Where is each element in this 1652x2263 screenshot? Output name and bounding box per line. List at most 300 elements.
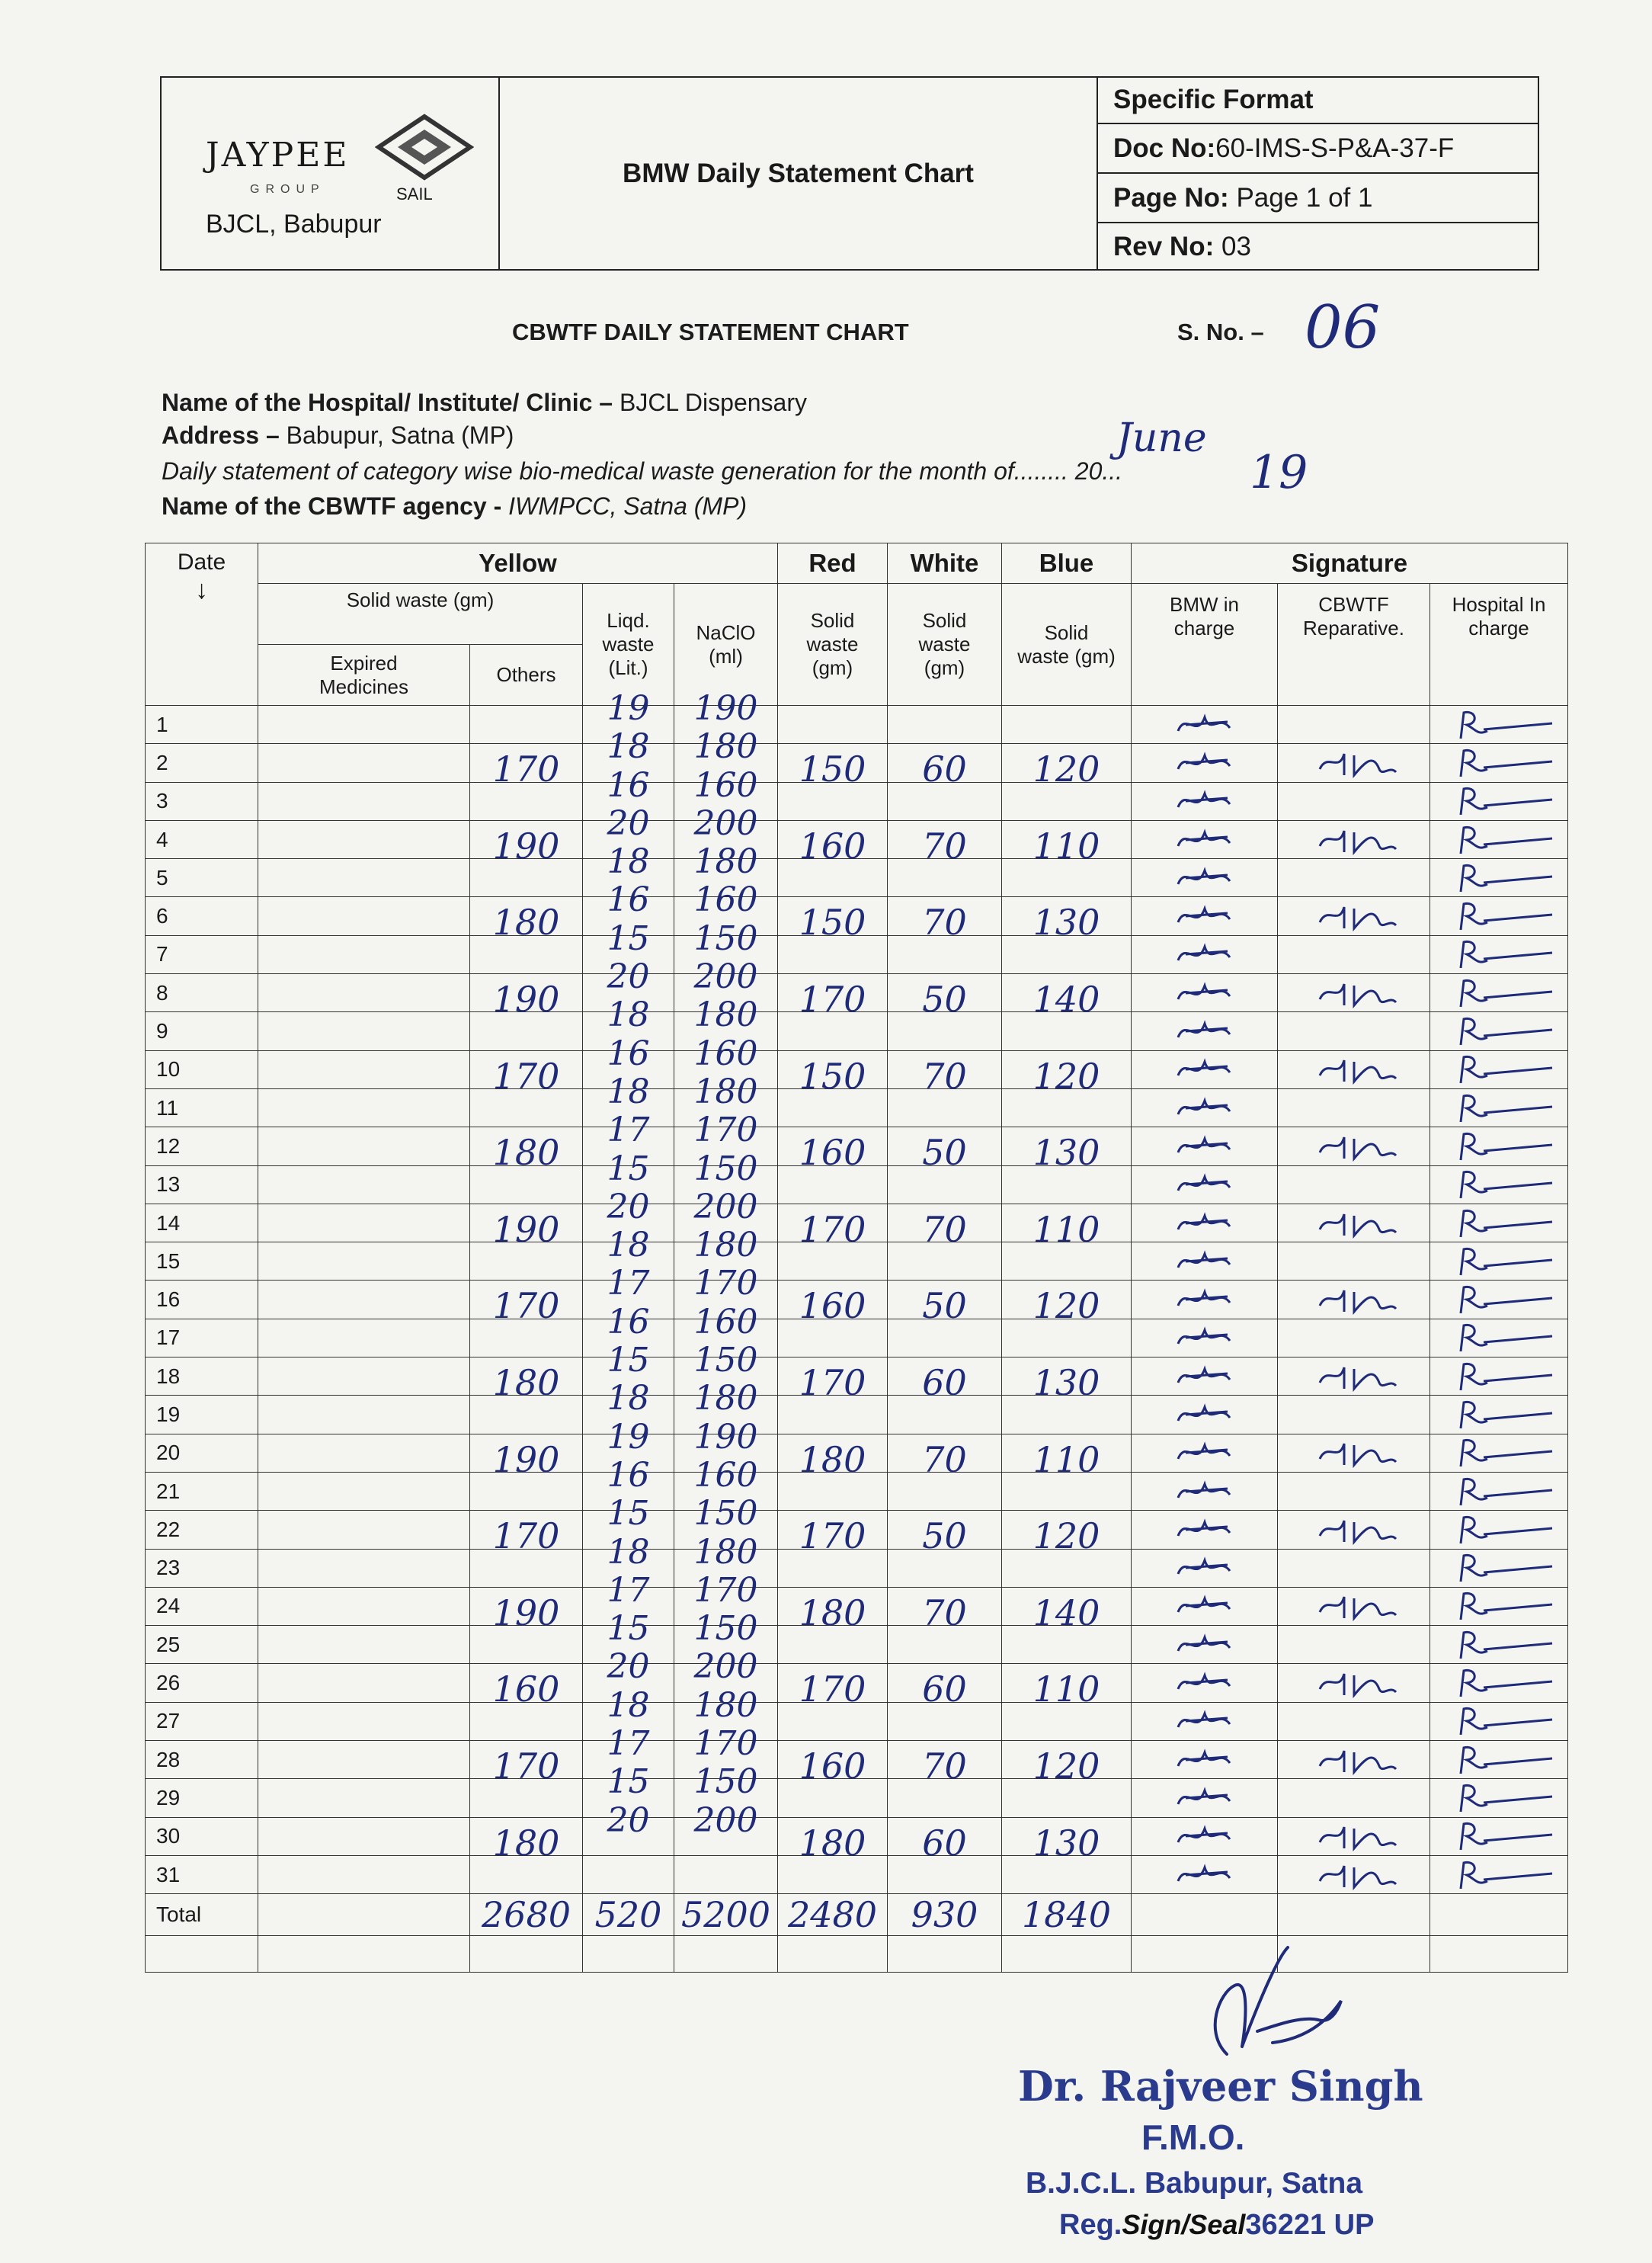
hospital-initial-icon — [1453, 1589, 1567, 1623]
liqd-cell-value: 15 — [607, 1762, 650, 1802]
white-cell — [888, 935, 1002, 973]
bmw-sign-cell — [1132, 1242, 1278, 1281]
cbwtf-sign-cell — [1278, 1088, 1430, 1127]
hospital-initial-icon — [1453, 823, 1567, 857]
expired-cell — [258, 706, 470, 744]
white-cell-value: 60 — [922, 748, 967, 790]
bmw-sign-cell — [1132, 1012, 1278, 1050]
cbwtf-sign-cell — [1278, 1012, 1430, 1050]
others-cell-value: 170 — [492, 1055, 560, 1097]
cbwtf-sign-cell — [1278, 1319, 1430, 1357]
total-sign-cell — [1430, 1894, 1568, 1936]
liqd-cell-value: 17 — [607, 1111, 650, 1150]
white-cell-value: 60 — [922, 1668, 967, 1710]
expired-cell — [258, 1050, 470, 1088]
cbwtf-sign-cell — [1278, 897, 1430, 935]
hospital-initial-icon — [1453, 1475, 1567, 1508]
table-row — [146, 1127, 1568, 1165]
doctor-signature — [1173, 1940, 1349, 2069]
table-row — [146, 1817, 1568, 1855]
nacio-cell-value: 170 — [693, 1724, 758, 1764]
bmw-sign-cell — [1132, 744, 1278, 782]
hospital-sign-cell — [1430, 1702, 1568, 1740]
table-row — [146, 1319, 1568, 1357]
others-cell — [470, 1472, 583, 1510]
blue-cell — [1002, 1319, 1132, 1357]
cbwtf-initial-icon — [1297, 1360, 1411, 1393]
date-cell: 29 — [146, 1779, 258, 1817]
white-cell — [888, 1434, 1002, 1480]
bmw-sign-cell — [1132, 706, 1278, 744]
bmw-initial-icon — [1163, 746, 1247, 780]
white-cell — [888, 1165, 1002, 1204]
white-cell — [888, 1050, 1002, 1097]
cbwtf-initial-icon — [1297, 1589, 1411, 1623]
liqd-header: Liqd. waste (Lit.) — [583, 584, 674, 706]
bmw-initial-icon — [1163, 1130, 1247, 1163]
expired-cell — [258, 897, 470, 935]
liqd-cell-value: 18 — [607, 1379, 650, 1418]
bmw-initial-icon — [1163, 1551, 1247, 1585]
white-cell — [888, 1472, 1002, 1510]
hospital-sign-cell — [1430, 859, 1568, 897]
red-cell — [778, 1817, 888, 1864]
hospital-initial-icon — [1453, 1321, 1567, 1354]
cbwtf-initial-icon — [1297, 1436, 1411, 1470]
cbwtf-sign-cell — [1278, 744, 1430, 782]
logo-sub: GROUP — [250, 183, 325, 196]
nacio-cell-value: 150 — [693, 1609, 758, 1649]
cbwtf-initial-icon — [1297, 1130, 1411, 1163]
hospital-sign-cell — [1430, 1281, 1568, 1319]
nacio-cell-value: 180 — [693, 1226, 758, 1265]
red-cell-value: 150 — [799, 902, 866, 944]
blue-cell-value: 110 — [1032, 825, 1100, 867]
white-cell — [888, 1319, 1002, 1357]
blue-cell — [1002, 1817, 1132, 1864]
white-cell-value: 50 — [922, 979, 967, 1021]
blue-cell — [1002, 935, 1132, 973]
cbwtf-sign-cell — [1278, 1204, 1430, 1242]
date-cell: 15 — [146, 1242, 258, 1281]
hospital-sign-cell — [1430, 1050, 1568, 1088]
bmw-initial-icon — [1163, 1015, 1247, 1048]
blue-cell — [1002, 1626, 1132, 1664]
white-cell-value: 60 — [922, 1822, 967, 1864]
hospital-incharge-header: Hospital In charge — [1430, 584, 1568, 706]
red-cell — [778, 744, 888, 790]
expired-cell — [258, 1281, 470, 1319]
table-row — [146, 744, 1568, 782]
bmw-sign-cell — [1132, 1549, 1278, 1587]
date-header: Date ↓ — [146, 543, 258, 706]
bmw-initial-icon — [1163, 1589, 1247, 1623]
red-cell — [778, 782, 888, 820]
expired-cell — [258, 1779, 470, 1817]
nacio-cell-value: 190 — [693, 689, 758, 728]
nacio-cell-value: 170 — [693, 1570, 758, 1610]
hospital-initial-icon — [1453, 1207, 1567, 1240]
cbwtf-sign-cell — [1278, 706, 1430, 744]
blue-cell-value: 130 — [1032, 1822, 1100, 1864]
white-cell — [888, 1357, 1002, 1404]
expired-cell — [258, 1127, 470, 1165]
others-cell — [470, 1050, 583, 1097]
red-cell — [778, 1664, 888, 1710]
bmw-initial-icon — [1163, 861, 1247, 895]
blank-cell — [146, 1936, 258, 1973]
blue-cell — [1002, 1127, 1132, 1174]
others-cell — [470, 859, 583, 897]
cbwtf-initial-icon — [1297, 1819, 1411, 1853]
red-cell — [778, 1319, 888, 1357]
red-cell — [778, 974, 888, 1021]
white-cell — [888, 974, 1002, 1021]
hospital-initial-icon — [1453, 1245, 1567, 1278]
white-cell-value: 50 — [922, 1132, 967, 1174]
liqd-cell-value: 20 — [607, 1647, 650, 1687]
hospital-sign-cell — [1430, 897, 1568, 935]
blank-cell — [1002, 1936, 1132, 1973]
red-cell-value: 150 — [799, 1055, 866, 1097]
table-row — [146, 1587, 1568, 1625]
blue-solid-header: Solid waste (gm) — [1002, 584, 1132, 706]
white-cell — [888, 1702, 1002, 1740]
total-nacio: 5200 — [674, 1894, 778, 1936]
doc-no-row: Doc No: 60-IMS-S-P&A-37-F — [1098, 124, 1539, 174]
cbwtf-rep-header: CBWTF Reparative. — [1278, 584, 1430, 706]
total-blue: 1840 — [1002, 1894, 1132, 1936]
statement-line: Daily statement of category wise bio-medical waste generation for the month of........ 20... — [162, 457, 1123, 485]
doctor-reg: Reg.Sign/Seal36221 UP — [1059, 2209, 1375, 2241]
liqd-cell — [583, 1800, 674, 1855]
bmw-initial-icon — [1163, 1283, 1247, 1316]
cbwtf-sign-cell — [1278, 1549, 1430, 1587]
hospital-sign-cell — [1430, 782, 1568, 820]
nacio-cell-value: 180 — [693, 1379, 758, 1418]
bmw-sign-cell — [1132, 1396, 1278, 1434]
red-cell — [778, 706, 888, 744]
blue-cell — [1002, 859, 1132, 897]
cbwtf-sign-cell — [1278, 820, 1430, 858]
white-cell-value: 70 — [922, 902, 967, 944]
expired-cell — [258, 1396, 470, 1434]
white-cell — [888, 1817, 1002, 1864]
red-cell — [778, 820, 888, 867]
white-cell — [888, 1741, 1002, 1787]
doctor-org: B.J.C.L. Babupur, Satna — [1026, 2167, 1363, 2200]
blue-cell — [1002, 820, 1132, 867]
cbwtf-sign-cell — [1278, 1779, 1430, 1817]
others-cell-value: 180 — [492, 902, 560, 944]
white-cell-value: 50 — [922, 1285, 967, 1327]
table-row — [146, 1396, 1568, 1434]
blue-cell — [1002, 1012, 1132, 1050]
liqd-cell-value: 16 — [607, 880, 650, 920]
white-cell — [888, 1242, 1002, 1281]
red-cell-value: 160 — [799, 825, 866, 867]
hospital-sign-cell — [1430, 1741, 1568, 1779]
blue-cell-value: 120 — [1032, 748, 1100, 790]
hospital-initial-icon — [1453, 746, 1567, 780]
bmw-sign-cell — [1132, 1357, 1278, 1396]
nacio-cell-value: 150 — [693, 918, 758, 958]
liqd-cell-value: 15 — [607, 1341, 650, 1380]
bmw-initial-icon — [1163, 1858, 1247, 1892]
hospital-sign-cell — [1430, 1587, 1568, 1625]
red-cell — [778, 1587, 888, 1633]
hospital-initial-icon — [1453, 1398, 1567, 1431]
nacio-cell-value: 150 — [693, 1341, 758, 1380]
blue-cell — [1002, 1587, 1132, 1633]
bmw-sign-cell — [1132, 1127, 1278, 1165]
white-cell — [888, 1779, 1002, 1817]
format-label: Specific Format — [1098, 76, 1539, 124]
others-cell-value: 180 — [492, 1362, 560, 1404]
hospital-initial-icon — [1453, 784, 1567, 818]
bmw-sign-cell — [1132, 1511, 1278, 1549]
date-cell: 14 — [146, 1204, 258, 1242]
bmw-initial-icon — [1163, 1743, 1247, 1777]
cbwtf-sign-cell — [1278, 1357, 1430, 1396]
doc-meta — [1098, 76, 1539, 271]
others-cell — [470, 1242, 583, 1281]
nacio-cell-value: 200 — [693, 803, 758, 843]
cbwtf-initial-icon — [1297, 1283, 1411, 1316]
blue-cell — [1002, 1741, 1132, 1787]
hospital-initial-icon — [1453, 1283, 1567, 1316]
cbwtf-sign-cell — [1278, 1817, 1430, 1855]
white-cell — [888, 1012, 1002, 1050]
liqd-cell-value: 18 — [607, 842, 650, 882]
others-cell — [470, 1741, 583, 1787]
red-cell-value: 170 — [799, 1362, 866, 1404]
blue-cell-value: 130 — [1032, 1362, 1100, 1404]
hospital-initial-icon — [1453, 1628, 1567, 1662]
bmw-sign-cell — [1132, 1050, 1278, 1088]
table-row — [146, 1702, 1568, 1740]
serial-label: S. No. – — [1177, 319, 1264, 345]
red-cell — [778, 1204, 888, 1250]
others-cell-value: 180 — [492, 1822, 560, 1864]
hospital-sign-cell — [1430, 1242, 1568, 1281]
blank-cell — [1430, 1936, 1568, 1973]
blank-cell — [470, 1936, 583, 1973]
others-cell — [470, 1204, 583, 1250]
expired-cell — [258, 744, 470, 782]
expired-cell — [258, 1434, 470, 1472]
bmw-sign-cell — [1132, 1319, 1278, 1357]
hospital-sign-cell — [1430, 1127, 1568, 1165]
cbwtf-sign-cell — [1278, 1434, 1430, 1472]
date-cell: 1 — [146, 706, 258, 744]
red-cell — [778, 1281, 888, 1327]
date-cell: 13 — [146, 1165, 258, 1204]
blue-cell-value: 110 — [1032, 1668, 1100, 1710]
nacio-cell-value: 160 — [693, 1302, 758, 1341]
bmw-initial-icon — [1163, 1360, 1247, 1393]
blue-cell-value: 120 — [1032, 1055, 1100, 1097]
table-row — [146, 1204, 1568, 1242]
page-no-row: Page No: Page 1 of 1 — [1098, 174, 1539, 223]
others-cell — [470, 897, 583, 944]
blank-cell — [583, 1936, 674, 1973]
table-row — [146, 1357, 1568, 1396]
hospital-sign-cell — [1430, 1664, 1568, 1702]
cbwtf-sign-cell — [1278, 1855, 1430, 1893]
cbwtf-sign-cell — [1278, 1281, 1430, 1319]
nacio-cell-value: 160 — [693, 765, 758, 805]
liqd-cell-value: 16 — [607, 1034, 650, 1073]
white-cell-value: 70 — [922, 1438, 967, 1480]
white-cell-value: 50 — [922, 1515, 967, 1557]
red-cell-value: 180 — [799, 1822, 866, 1864]
others-cell-value: 170 — [492, 1745, 560, 1787]
expired-cell — [258, 1319, 470, 1357]
hospital-initial-icon — [1453, 1743, 1567, 1777]
blue-cell-value: 140 — [1032, 1591, 1100, 1633]
red-cell — [778, 1549, 888, 1587]
white-solid-header: Solid waste (gm) — [888, 584, 1002, 706]
table-rows — [146, 689, 1568, 1973]
bmw-sign-cell — [1132, 1626, 1278, 1664]
date-cell: 5 — [146, 859, 258, 897]
white-cell — [888, 1511, 1002, 1557]
red-cell-value: 160 — [799, 1285, 866, 1327]
expired-cell — [258, 1817, 470, 1855]
others-cell — [470, 1088, 583, 1127]
blue-cell — [1002, 1855, 1132, 1893]
jaypee-logo: JAYPEE — [206, 136, 350, 175]
table-row — [146, 1281, 1568, 1319]
hospital-line: Name of the Hospital/ Institute/ Clinic – BJCL Dispensary — [162, 389, 807, 416]
white-cell-value: 70 — [922, 1591, 967, 1633]
nacio-cell-value: 170 — [693, 1111, 758, 1150]
hospital-sign-cell — [1430, 820, 1568, 858]
hospital-initial-icon — [1453, 1130, 1567, 1163]
cbwtf-initial-icon — [1297, 899, 1411, 933]
others-cell — [470, 1664, 583, 1710]
nacio-cell-value: 160 — [693, 880, 758, 920]
table-row — [146, 1242, 1568, 1281]
white-cell — [888, 1281, 1002, 1327]
date-cell: 21 — [146, 1472, 258, 1510]
red-cell-value: 180 — [799, 1438, 866, 1480]
bmw-initial-icon — [1163, 1168, 1247, 1201]
blue-cell — [1002, 1242, 1132, 1281]
blue-cell — [1002, 744, 1132, 790]
expired-cell — [258, 1012, 470, 1050]
blue-cell — [1002, 1702, 1132, 1740]
white-cell — [888, 1587, 1002, 1633]
date-cell: 23 — [146, 1549, 258, 1587]
nacio-cell-value: 150 — [693, 1494, 758, 1534]
hospital-sign-cell — [1430, 1012, 1568, 1050]
expired-medicines-header: Expired Medicines — [258, 645, 470, 706]
blank-cell — [258, 1936, 470, 1973]
cbwtf-sign-cell — [1278, 974, 1430, 1012]
liqd-cell — [583, 1855, 674, 1893]
bmw-initial-icon — [1163, 1513, 1247, 1547]
bmw-initial-icon — [1163, 708, 1247, 742]
blue-cell — [1002, 1472, 1132, 1510]
doctor-name: Dr. Rajveer Singh — [1018, 2062, 1423, 2111]
others-cell — [470, 782, 583, 820]
others-cell-value: 170 — [492, 748, 560, 790]
nacio-cell — [674, 1855, 778, 1893]
hospital-sign-cell — [1430, 1396, 1568, 1434]
date-cell: 20 — [146, 1434, 258, 1472]
others-cell — [470, 1396, 583, 1434]
red-cell — [778, 1242, 888, 1281]
bmw-sign-cell — [1132, 1204, 1278, 1242]
hospital-initial-icon — [1453, 1053, 1567, 1086]
blue-cell-value: 110 — [1032, 1438, 1100, 1480]
bmw-sign-cell — [1132, 782, 1278, 820]
red-cell — [778, 1741, 888, 1787]
cbwtf-initial-icon — [1297, 1743, 1411, 1777]
red-cell — [778, 1472, 888, 1510]
hospital-initial-icon — [1453, 1015, 1567, 1048]
red-header: Red — [778, 543, 888, 584]
bmw-sign-cell — [1132, 1855, 1278, 1893]
total-sign-cell — [1132, 1894, 1278, 1936]
blue-cell-value: 120 — [1032, 1285, 1100, 1327]
blue-cell — [1002, 1396, 1132, 1434]
hospital-sign-cell — [1430, 1434, 1568, 1472]
liqd-cell-value: 15 — [607, 918, 650, 958]
year-value: 19 — [1250, 446, 1308, 499]
nacio-cell-value: 180 — [693, 842, 758, 882]
nacio-cell-value: 150 — [693, 1762, 758, 1802]
cbwtf-sign-cell — [1278, 1127, 1430, 1165]
cbwtf-sign-cell — [1278, 1396, 1430, 1434]
expired-cell — [258, 1549, 470, 1587]
bmw-initial-icon — [1163, 938, 1247, 971]
hospital-initial-icon — [1453, 861, 1567, 895]
red-cell-value: 170 — [799, 1668, 866, 1710]
others-cell — [470, 1779, 583, 1817]
expired-cell — [258, 1088, 470, 1127]
address-line: Address – Babupur, Satna (MP) — [162, 422, 514, 449]
liqd-cell-value: 15 — [607, 1149, 650, 1188]
sail-logo-icon — [375, 113, 474, 181]
total-red: 2480 — [778, 1894, 888, 1936]
liqd-cell-value: 17 — [607, 1724, 650, 1764]
blue-cell — [1002, 1281, 1132, 1327]
others-cell — [470, 744, 583, 790]
liqd-cell-value: 20 — [607, 1800, 650, 1840]
table-row — [146, 974, 1568, 1012]
liqd-cell-value: 20 — [607, 803, 650, 843]
hospital-initial-icon — [1453, 938, 1567, 971]
others-cell-value: 190 — [492, 1591, 560, 1633]
date-cell: 31 — [146, 1855, 258, 1893]
date-cell: 26 — [146, 1664, 258, 1702]
blue-cell — [1002, 1434, 1132, 1480]
expired-cell — [258, 859, 470, 897]
bmw-initial-icon — [1163, 1628, 1247, 1662]
bmw-sign-cell — [1132, 1165, 1278, 1204]
bmw-incharge-header: BMW in charge — [1132, 584, 1278, 706]
white-cell — [888, 1127, 1002, 1174]
hospital-sign-cell — [1430, 744, 1568, 782]
others-cell — [470, 1357, 583, 1404]
hospital-sign-cell — [1430, 1855, 1568, 1893]
bmw-sign-cell — [1132, 1088, 1278, 1127]
cbwtf-sign-cell — [1278, 1587, 1430, 1625]
white-cell-value: 60 — [922, 1362, 967, 1404]
